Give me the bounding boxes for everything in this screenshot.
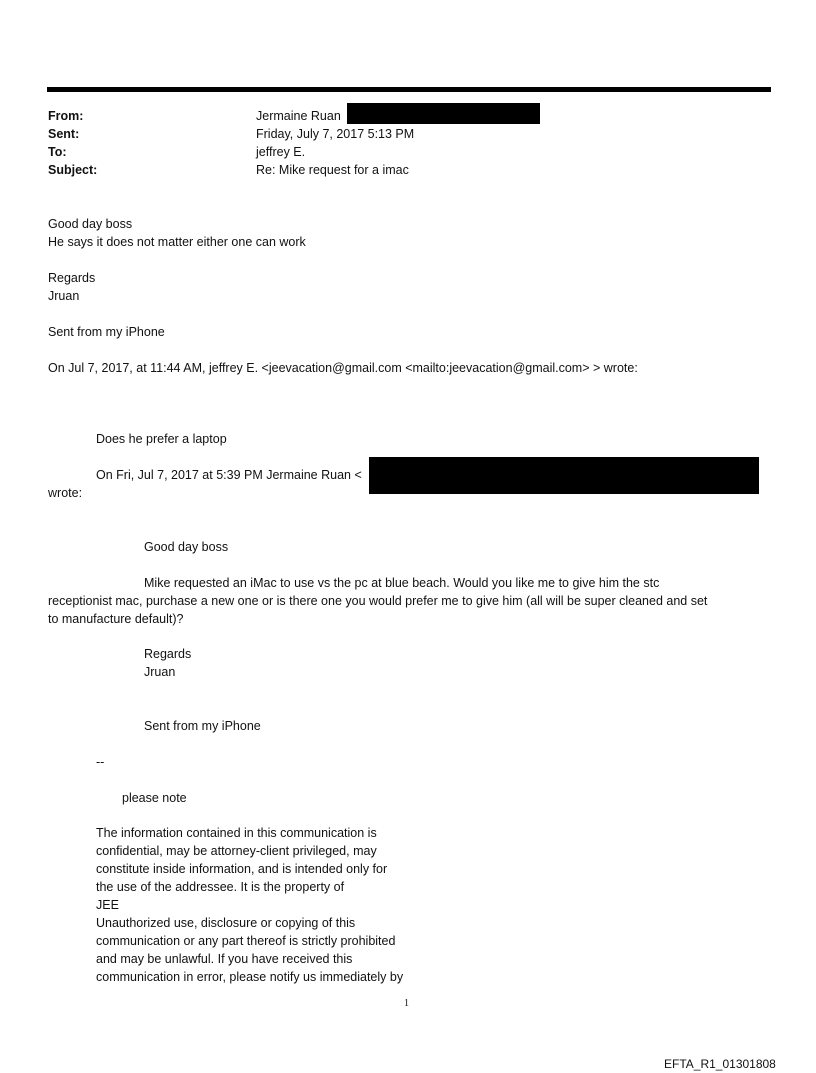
disclaimer-line: communication or any part thereof is strictly prohibited — [96, 934, 396, 948]
disclaimer-line: and may be unlawful. If you have received this — [96, 952, 353, 966]
body-line: He says it does not matter either one can work — [48, 235, 306, 249]
quote1-intro-tail: wrote: — [48, 486, 83, 500]
sent-value: Friday, July 7, 2017 5:13 PM — [256, 127, 415, 141]
disclaimer-line: The information contained in this communication is — [96, 826, 377, 840]
header-rule — [47, 87, 771, 92]
redaction-box — [369, 457, 759, 494]
please-note: please note — [122, 791, 187, 805]
quote2-line2: receptionist mac, purchase a new one or is there one you would prefer me to give him (all will be super cleaned and set — [48, 594, 708, 608]
body-regards: Regards — [48, 271, 96, 285]
sent-label: Sent: — [48, 127, 80, 141]
disclaimer-line: JEE — [96, 898, 119, 912]
disclaimer-line: communication in error, please notify us immediately by — [96, 970, 404, 984]
disclaimer-line: constitute inside information, and is intended only for — [96, 862, 388, 876]
quote1-intro: On Fri, Jul 7, 2017 at 5:39 PM Jermaine Ruan < — [96, 468, 362, 482]
page-number: 1 — [404, 998, 409, 1009]
quote2-line1: Mike requested an iMac to use vs the pc at blue beach. Would you like me to give him the stc — [144, 576, 660, 590]
subject-label: Subject: — [48, 163, 98, 177]
from-value: Jermaine Ruan — [256, 109, 341, 123]
quote2-regards: Regards — [144, 647, 192, 661]
body-name: Jruan — [48, 289, 80, 303]
to-value: jeffrey E. — [256, 145, 306, 159]
subject-value: Re: Mike request for a imac — [256, 163, 409, 177]
disclaimer-line: the use of the addressee. It is the property of — [96, 880, 345, 894]
document-id: EFTA_R1_01301808 — [664, 1057, 776, 1071]
quote-intro: On Jul 7, 2017, at 11:44 AM, jeffrey E. <jeevacation@gmail.com <mailto:jeevacation@gmail.com> > wrote: — [48, 361, 638, 375]
body-sent-from: Sent from my iPhone — [48, 325, 165, 339]
disclaimer-line: Unauthorized use, disclosure or copying of this — [96, 916, 356, 930]
quote2-name: Jruan — [144, 665, 176, 679]
quote2-sent-from: Sent from my iPhone — [144, 719, 261, 733]
to-label: To: — [48, 145, 67, 159]
from-label: From: — [48, 109, 84, 123]
quote1-question: Does he prefer a laptop — [96, 432, 227, 446]
disclaimer-line: confidential, may be attorney-client privileged, may — [96, 844, 377, 858]
body-greeting: Good day boss — [48, 217, 133, 231]
redaction-box — [347, 103, 540, 124]
quote2-line3: to manufacture default)? — [48, 612, 184, 626]
quote2-greeting: Good day boss — [144, 540, 229, 554]
signature-dashes: -- — [96, 755, 105, 769]
